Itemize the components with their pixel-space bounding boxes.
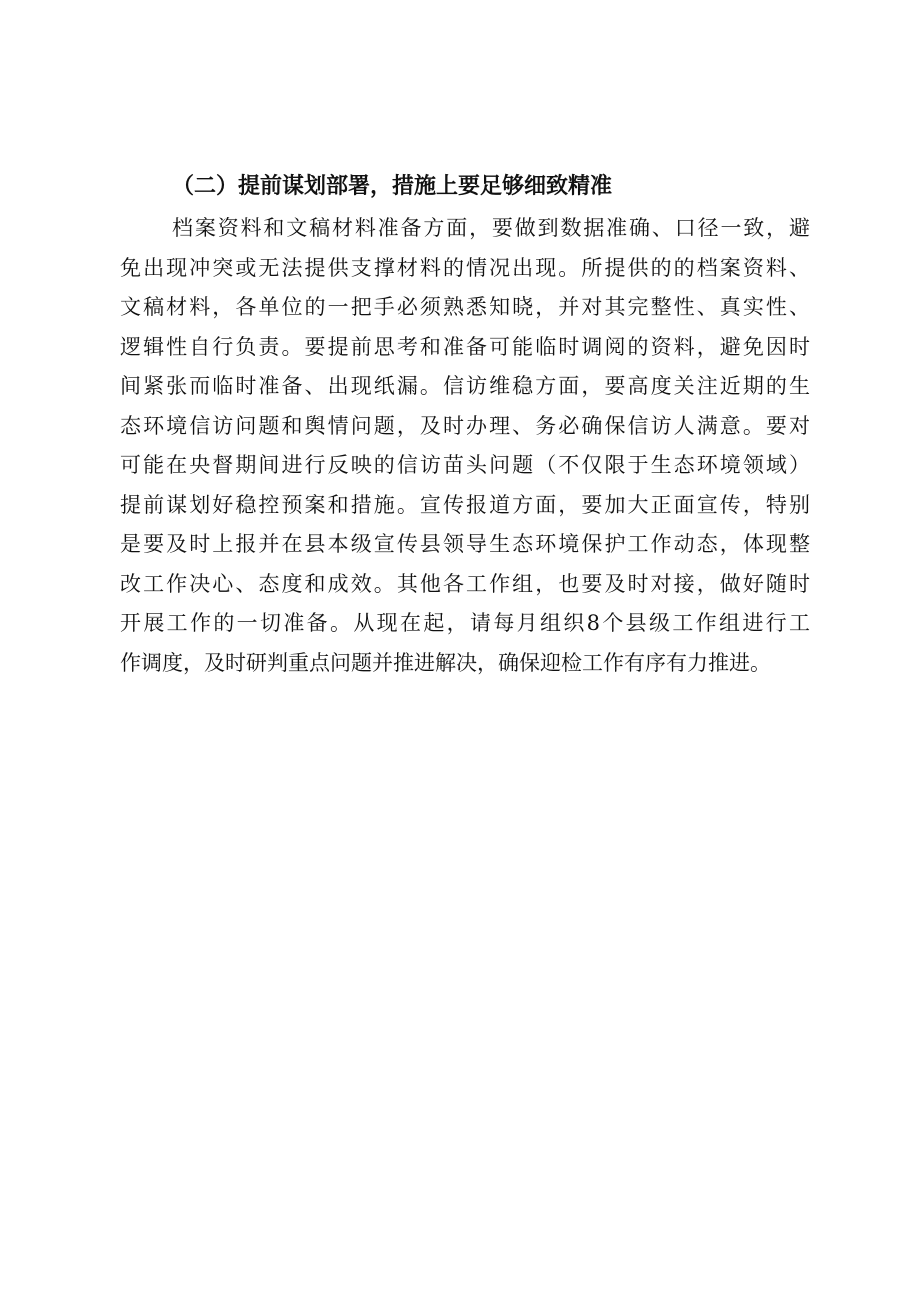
- paragraph-line: 开展工作的一切准备。从现在起，请每月组织8个县级工作组进行工: [120, 611, 810, 635]
- section-heading: （二）提前谋划部署，措施上要足够细致精准: [172, 173, 613, 199]
- paragraph-line: 改工作决心、态度和成效。其他各工作组，也要及时对接，做好随时: [120, 571, 810, 596]
- paragraph-line: 逻辑性自行负责。要提前思考和准备可能临时调阅的资料，避免因时: [120, 334, 810, 359]
- paragraph-line: 可能在央督期间进行反映的信访苗头问题（不仅限于生态环境领域）: [120, 453, 810, 477]
- paragraph-line: 是要及时上报并在县本级宣传县领导生态环境保护工作动态，体现整: [120, 532, 810, 556]
- paragraph-line: 文稿材料，各单位的一把手必须熟悉知晓，并对其完整性、真实性、: [120, 295, 810, 319]
- paragraph-line: 免出现冲突或无法提供支撑材料的情况出现。所提供的的档案资料、: [120, 255, 810, 280]
- paragraph-line: 态环境信访问题和舆情问题，及时办理、务必确保信访人满意。要对: [120, 413, 810, 438]
- paragraph-line: 作调度，及时研判重点问题并推进解决，确保迎检工作有序有力推进。: [120, 650, 771, 675]
- paragraph-line: 提前谋划好稳控预案和措施。宣传报道方面，要加大正面宣传，特别: [120, 492, 810, 517]
- paragraph-line: 间紧张而临时准备、出现纸漏。信访维稳方面，要高度关注近期的生: [120, 374, 810, 398]
- body-paragraph: [120, 209, 810, 683]
- paragraph-line: 档案资料和文稿材料准备方面，要做到数据准确、口径一致，避: [172, 216, 810, 240]
